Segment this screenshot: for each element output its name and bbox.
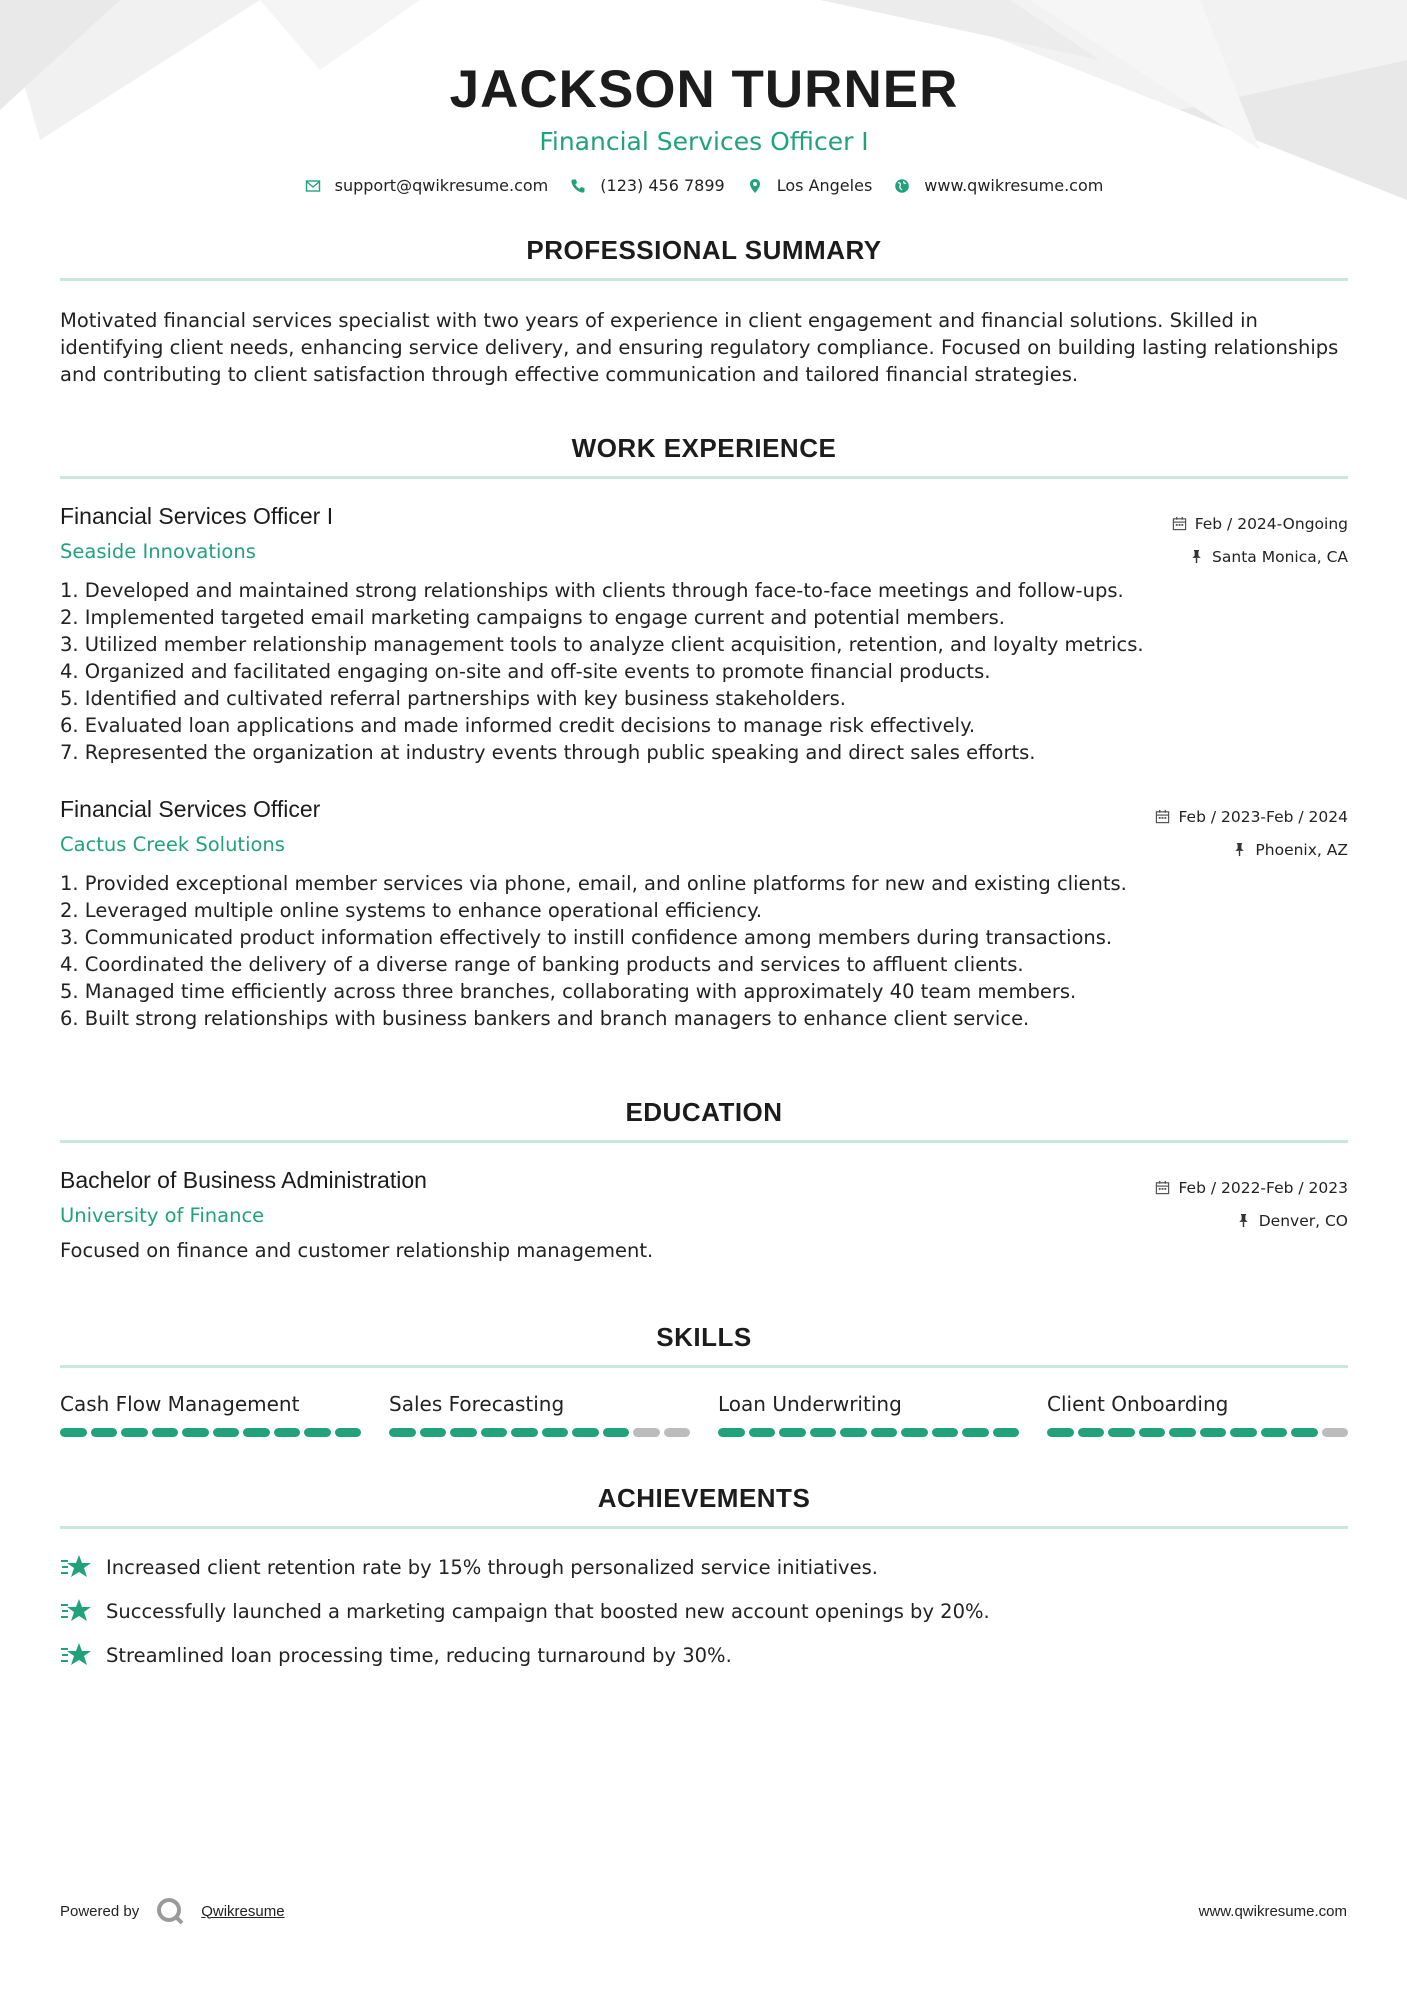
skill-name: Cash Flow Management xyxy=(60,1392,300,1416)
contact-bar xyxy=(60,176,1348,195)
education-meta xyxy=(1155,1171,1348,1237)
calendar-icon xyxy=(1155,1180,1170,1195)
pushpin-icon xyxy=(1232,842,1247,857)
skill-level-segment xyxy=(871,1428,898,1437)
skill-level-segment xyxy=(182,1428,209,1437)
school-name: University of Finance xyxy=(60,1204,265,1227)
section-divider xyxy=(60,1365,1348,1368)
section-divider xyxy=(60,1526,1348,1529)
map-marker-icon xyxy=(747,178,763,194)
job-company: Cactus Creek Solutions xyxy=(60,833,285,856)
resume-header xyxy=(60,0,1348,195)
job-entry xyxy=(60,503,1348,766)
skill-level-segment xyxy=(213,1428,240,1437)
skill-level-segment xyxy=(152,1428,179,1437)
skill-level-segment xyxy=(511,1428,538,1437)
star-icon xyxy=(60,1597,92,1625)
skill-level-segment xyxy=(389,1428,416,1437)
summary-text: Motivated financial services specialist with two years of experience in client engagement and financial solutions. Skilled in identifying client needs, enhancing service delivery, and ensuring regulatory compliance. Focused on building lasting relationships and contributing to client satisfaction through effective communication and tailored financial strategies. xyxy=(60,309,1339,386)
list-item: 4. Coordinated the delivery of a diverse range of banking products and services to affluent clients. xyxy=(60,953,1024,976)
experience-section xyxy=(60,433,1348,1032)
skill-level-segment xyxy=(1291,1428,1318,1437)
resume-page xyxy=(60,0,1348,1677)
star-icon xyxy=(60,1641,92,1669)
skill-level-segment xyxy=(1322,1428,1349,1437)
skill-level-segment xyxy=(1230,1428,1257,1437)
section-heading-education: EDUCATION xyxy=(625,1097,783,1127)
skill-level-segment xyxy=(121,1428,148,1437)
skill-level-bar xyxy=(60,1428,361,1437)
skill-level-segment xyxy=(542,1428,569,1437)
contact-website[interactable] xyxy=(894,176,1103,195)
skills-section xyxy=(60,1322,1348,1437)
skill-name: Loan Underwriting xyxy=(718,1392,902,1416)
job-meta xyxy=(1172,507,1348,573)
list-item: 1. Developed and maintained strong relationships with clients through face-to-face meetings and follow-ups. xyxy=(60,579,1124,602)
skill-level-segment xyxy=(304,1428,331,1437)
powered-by-label: Powered by xyxy=(60,1902,140,1920)
contact-email-text: support@qwikresume.com xyxy=(334,176,549,195)
education-dates: Feb / 2022-Feb / 2023 xyxy=(1178,1178,1348,1197)
brand-link[interactable]: Qwikresume xyxy=(201,1902,285,1920)
list-item: 7. Represented the organization at industry events through public speaking and direct sales efforts. xyxy=(60,741,1036,764)
star-icon xyxy=(60,1553,92,1581)
summary-section xyxy=(60,235,1348,388)
skill-level-segment xyxy=(572,1428,599,1437)
pushpin-icon xyxy=(1189,549,1204,564)
calendar-icon xyxy=(1172,516,1187,531)
skill-level-segment xyxy=(633,1428,660,1437)
contact-location-text: Los Angeles xyxy=(776,176,873,195)
education-entry xyxy=(60,1167,1348,1264)
contact-phone-text: (123) 456 7899 xyxy=(600,176,725,195)
candidate-title: Financial Services Officer I xyxy=(539,127,869,156)
section-heading-summary: PROFESSIONAL SUMMARY xyxy=(526,235,882,265)
calendar-icon xyxy=(1155,809,1170,824)
skill-level-segment xyxy=(901,1428,928,1437)
list-item: 1. Provided exceptional member services via phone, email, and online platforms for new and existing clients. xyxy=(60,872,1127,895)
skill-level-segment xyxy=(1047,1428,1074,1437)
skill-level-segment xyxy=(91,1428,118,1437)
education-section xyxy=(60,1097,1348,1264)
skill-level-segment xyxy=(420,1428,447,1437)
job-dates: Feb / 2023-Feb / 2024 xyxy=(1178,807,1348,826)
powered-by xyxy=(60,1896,285,1926)
achievement-text: Streamlined loan processing time, reducing turnaround by 30%. xyxy=(106,1643,732,1667)
contact-website-text: www.qwikresume.com xyxy=(924,176,1104,195)
skill-level-segment xyxy=(962,1428,989,1437)
contact-phone[interactable] xyxy=(570,176,724,195)
skill-level-segment xyxy=(749,1428,776,1437)
job-bullets xyxy=(60,870,1348,1032)
list-item: 5. Identified and cultivated referral partnerships with key business stakeholders. xyxy=(60,687,846,710)
footer-website-link[interactable]: www.qwikresume.com xyxy=(1198,1902,1347,1920)
contact-email[interactable] xyxy=(305,176,549,195)
section-heading-achievements: ACHIEVEMENTS xyxy=(597,1483,811,1513)
skill-item xyxy=(718,1392,1019,1437)
skill-level-segment xyxy=(1108,1428,1135,1437)
job-company: Seaside Innovations xyxy=(60,540,256,563)
skill-name: Sales Forecasting xyxy=(389,1392,565,1416)
skill-level-segment xyxy=(1078,1428,1105,1437)
contact-location xyxy=(747,176,873,195)
skill-item xyxy=(1047,1392,1348,1437)
list-item: 3. Communicated product information effectively to instill confidence among members during transactions. xyxy=(60,926,1113,949)
skill-level-segment xyxy=(810,1428,837,1437)
achievements-section xyxy=(60,1483,1348,1677)
skill-level-segment xyxy=(1139,1428,1166,1437)
skill-level-segment xyxy=(1200,1428,1227,1437)
education-description: Focused on finance and customer relationship management. xyxy=(60,1239,654,1262)
skill-level-segment xyxy=(603,1428,630,1437)
skill-level-segment xyxy=(1169,1428,1196,1437)
job-location: Santa Monica, CA xyxy=(1212,547,1348,566)
job-dates: Feb / 2024-Ongoing xyxy=(1194,514,1348,533)
skill-level-bar xyxy=(1047,1428,1348,1437)
job-bullets xyxy=(60,577,1348,766)
list-item: 3. Utilized member relationship management tools to analyze client acquisition, retention, and loyalty metrics. xyxy=(60,633,1144,656)
achievement-item xyxy=(60,1633,1348,1677)
skill-level-segment xyxy=(718,1428,745,1437)
job-title: Financial Services Officer xyxy=(60,796,321,822)
education-location: Denver, CO xyxy=(1258,1211,1348,1230)
list-item: 2. Leveraged multiple online systems to enhance operational efficiency. xyxy=(60,899,763,922)
achievement-item xyxy=(60,1545,1348,1589)
skill-level-segment xyxy=(335,1428,362,1437)
skill-name: Client Onboarding xyxy=(1047,1392,1229,1416)
list-item: 6. Evaluated loan applications and made informed credit decisions to manage risk effectively. xyxy=(60,714,976,737)
skills-list xyxy=(60,1392,1348,1437)
section-divider xyxy=(60,476,1348,479)
list-item: 5. Managed time efficiently across three branches, collaborating with approximately 40 team members. xyxy=(60,980,1077,1003)
list-item: 6. Built strong relationships with business bankers and branch managers to enhance client service. xyxy=(60,1007,1030,1030)
candidate-name: JACKSON TURNER xyxy=(449,60,959,119)
section-divider xyxy=(60,278,1348,281)
skill-level-segment xyxy=(243,1428,270,1437)
skill-level-segment xyxy=(274,1428,301,1437)
job-title: Financial Services Officer I xyxy=(60,503,334,529)
skill-item xyxy=(60,1392,361,1437)
job-entry xyxy=(60,796,1348,1032)
skill-level-segment xyxy=(1261,1428,1288,1437)
skill-level-segment xyxy=(840,1428,867,1437)
skill-level-segment xyxy=(932,1428,959,1437)
pushpin-icon xyxy=(1236,1213,1251,1228)
skill-item xyxy=(389,1392,690,1437)
job-location: Phoenix, AZ xyxy=(1255,840,1348,859)
page-footer xyxy=(60,1896,1347,1926)
achievement-text: Successfully launched a marketing campaign that boosted new account openings by 20%. xyxy=(106,1599,990,1623)
section-divider xyxy=(60,1140,1348,1143)
qwikresume-logo-icon xyxy=(155,1896,185,1926)
phone-icon xyxy=(570,178,586,194)
skill-level-segment xyxy=(481,1428,508,1437)
skill-level-bar xyxy=(389,1428,690,1437)
envelope-icon xyxy=(305,178,321,194)
section-heading-experience: WORK EXPERIENCE xyxy=(571,433,837,463)
list-item: 2. Implemented targeted email marketing campaigns to engage current and potential members. xyxy=(60,606,1005,629)
list-item: 4. Organized and facilitated engaging on-site and off-site events to promote financial products. xyxy=(60,660,991,683)
achievements-list xyxy=(60,1545,1348,1677)
globe-icon xyxy=(894,178,910,194)
section-heading-skills: SKILLS xyxy=(656,1322,752,1352)
skill-level-segment xyxy=(779,1428,806,1437)
degree-title: Bachelor of Business Administration xyxy=(60,1167,427,1193)
skill-level-segment xyxy=(993,1428,1020,1437)
skill-level-segment xyxy=(664,1428,691,1437)
skill-level-bar xyxy=(718,1428,1019,1437)
job-meta xyxy=(1155,800,1348,866)
achievement-item xyxy=(60,1589,1348,1633)
skill-level-segment xyxy=(60,1428,87,1437)
achievement-text: Increased client retention rate by 15% through personalized service initiatives. xyxy=(106,1555,878,1579)
skill-level-segment xyxy=(450,1428,477,1437)
